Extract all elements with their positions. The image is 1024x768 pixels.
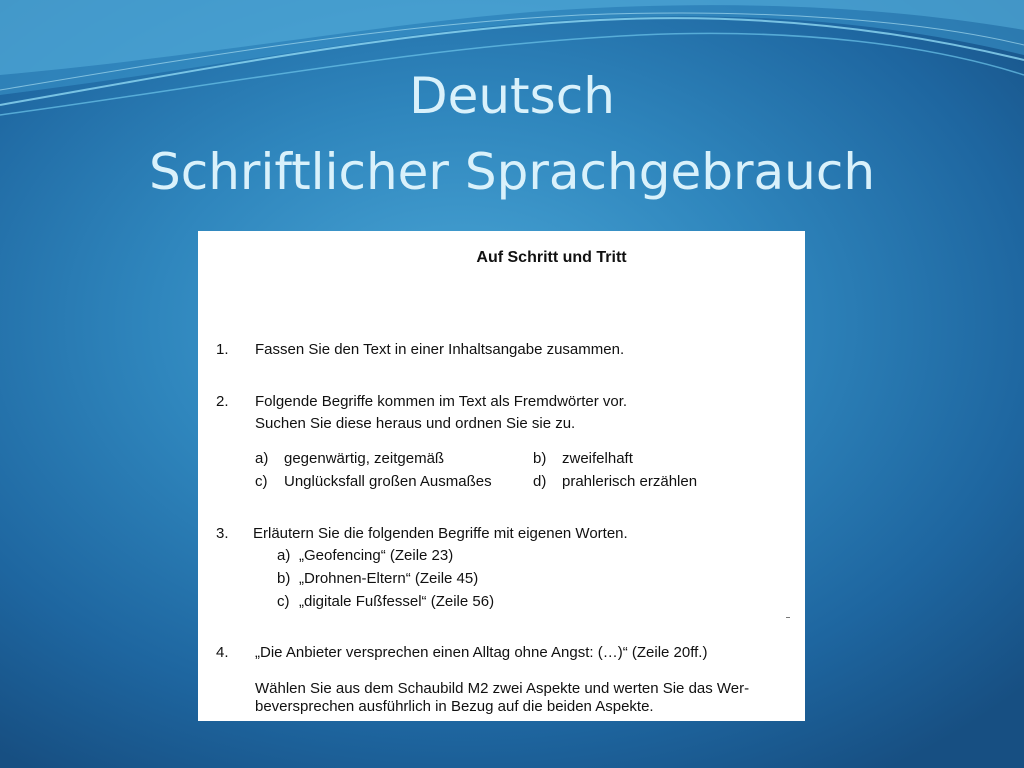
task-paragraph: Wählen Sie aus dem Schaubild M2 zwei Aspekte und werten Sie das Wer- xyxy=(255,680,750,697)
scan-mark xyxy=(786,617,790,618)
task-text: Suchen Sie diese heraus und ordnen Sie sie zu. xyxy=(255,415,576,432)
option-text: gegenwärtig, zeitgemäß xyxy=(284,450,445,467)
task-paragraph: beversprechen ausführlich in Bezug auf die beiden Aspekte. xyxy=(255,698,654,715)
option-label: b) xyxy=(533,450,547,467)
term-label: b) xyxy=(277,570,291,587)
task-text: „Die Anbieter versprechen einen Alltag ohne Angst: (…)“ (Zeile 20ff.) xyxy=(255,644,708,661)
task-text: Erläutern Sie die folgenden Begriffe mit eigenen Worten. xyxy=(253,525,628,542)
option-text: zweifelhaft xyxy=(562,450,633,467)
task-text: Fassen Sie den Text in einer Inhaltsangabe zusammen. xyxy=(255,341,625,358)
task-number: 4. xyxy=(216,644,229,661)
task-text: Folgende Begriffe kommen im Text als Fremdwörter vor. xyxy=(255,393,628,410)
worksheet-image xyxy=(198,231,805,721)
task-number: 2. xyxy=(216,393,229,410)
worksheet-title: Auf Schritt und Tritt xyxy=(476,249,627,266)
option-label: a) xyxy=(255,450,269,467)
term-text: „Drohnen-Eltern“ (Zeile 45) xyxy=(299,570,479,587)
term-label: c) xyxy=(277,593,290,610)
term-text: „Geofencing“ (Zeile 23) xyxy=(299,547,454,564)
option-label: d) xyxy=(533,473,547,490)
slide-title xyxy=(0,58,1024,210)
task-number: 3. xyxy=(216,525,229,542)
term-label: a) xyxy=(277,547,291,564)
term-text: „digitale Fußfessel“ (Zeile 56) xyxy=(299,593,495,610)
option-label: c) xyxy=(255,473,268,490)
option-text: Unglücksfall großen Ausmaßes xyxy=(284,473,492,490)
slide-title-line-1: Deutsch xyxy=(409,67,615,125)
slide-title-line-2: Schriftlicher Sprachgebrauch xyxy=(148,143,876,201)
task-number: 1. xyxy=(216,341,229,358)
option-text: prahlerisch erzählen xyxy=(562,473,698,490)
